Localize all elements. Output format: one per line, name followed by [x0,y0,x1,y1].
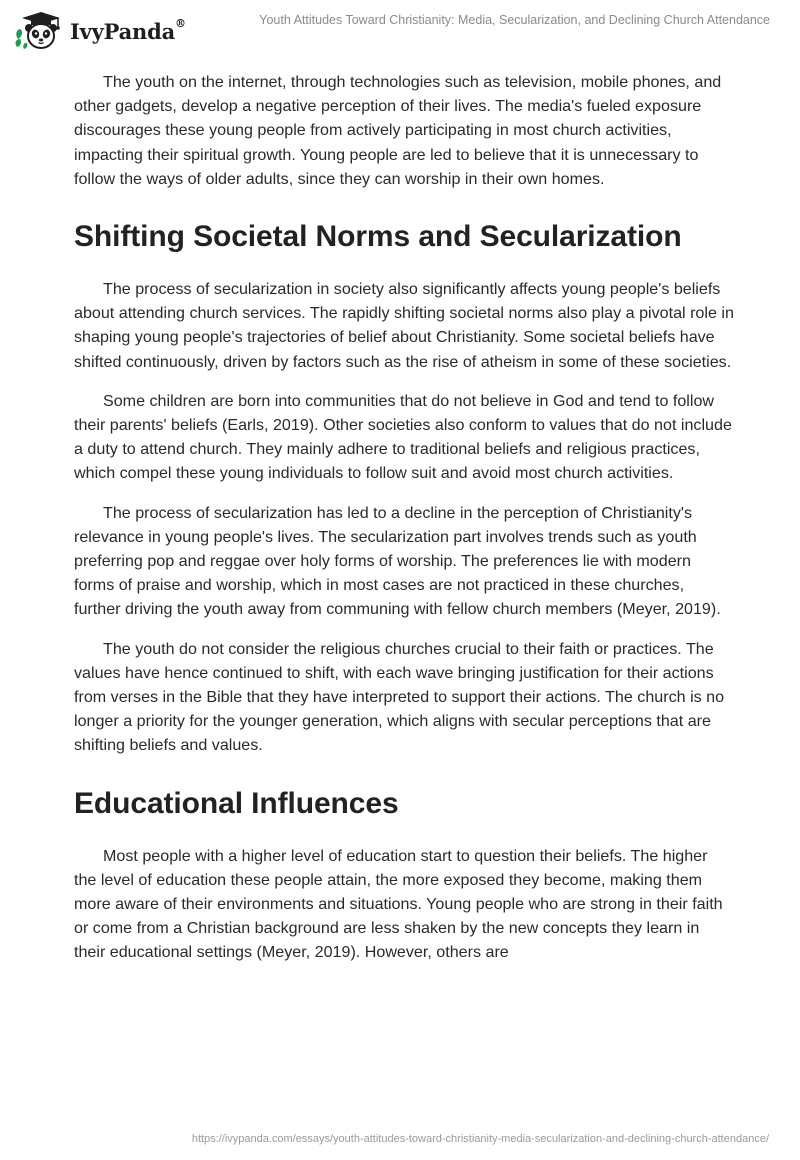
source-url[interactable]: https://ivypanda.com/essays/youth-attitudes-toward-christianity-media-secularization-and-declining-church-attendance/ [191,1133,769,1145]
document-title: Youth Attitudes Toward Christianity: Media, Secularization, and Declining Church Attendance [259,13,770,27]
paragraph: The youth do not consider the religious churches crucial to their faith or practices. The values have hence continued to shift, with each wave bringing justification for their actions from verses in the Bible that they have interpreted to support their actions. The church is no longer a priority for the younger generation, which aligns with secular perceptions that are shifting beliefs and values. [74,639,725,755]
page-header [0,0,800,62]
panda-graduate-icon [14,9,64,51]
section-heading-education: Educational Influences [74,786,399,820]
paragraph: Some children are born into communities that do not believe in God and tend to follow their parents' beliefs (Earls, 2019). Other societies also conform to values that do not include a duty to attend church. They mainly adhere to traditional beliefs and religious practices, which compel these young individuals to follow suit and avoid most church activities. [74,391,732,483]
section-heading-secularization: Shifting Societal Norms and Secularization [74,220,682,254]
paragraph: The process of secularization has led to a decline in the perception of Christianity's relevance in young people's lives. The secularization part involves trends such as youth preferring pop and reggae over holy forms of worship. The preferences lie with modern forms of praise and worship, which in most cases are not practiced in these churches, further driving the youth away from communing with fellow church members (Meyer, 2019). [74,503,721,619]
brand-name: IvyPanda® [70,16,186,44]
paragraph: The youth on the internet, through technologies such as television, mobile phones, and other gadgets, develop a negative perception of their lives. The media's fueled exposure discourages these young people from actively participating in most church activities, impacting their spiritual growth. Young people are led to believe that it is unnecessary to follow the ways of older adults, since they can worship in their own homes. [74,73,722,188]
ivypanda-logo[interactable] [14,9,186,51]
essay-content [74,70,734,980]
paragraph: Most people with a higher level of education start to question their beliefs. The higher the level of education these people attain, the more exposed they become, making them more aware of their environments and situations. Young people who are strong in their faith or come from a Christian background are less shaken by the new concepts they learn in their educational settings (Meyer, 2019). However, others are [74,846,723,962]
paragraph: The process of secularization in society also significantly affects young people's beliefs about attending church services. The rapidly shifting societal norms also play a pivotal role in shaping young people's trajectories of belief about Christianity. Some societal beliefs have shifted continuously, driven by factors such as the rise of atheism in some of these societies. [74,280,734,371]
